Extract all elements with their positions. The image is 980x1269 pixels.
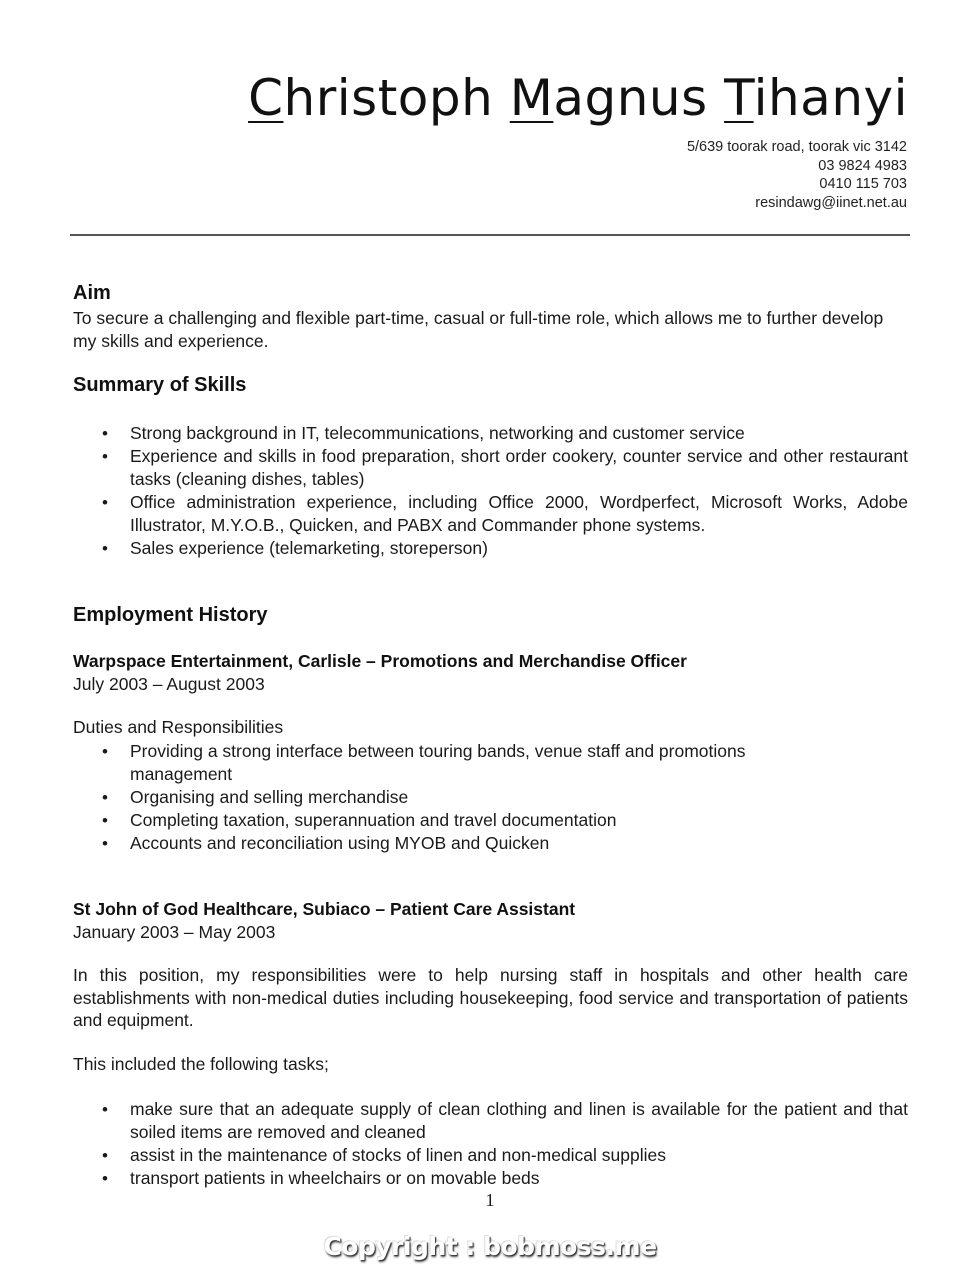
job-title: Warpspace Entertainment, Carlisle – Promotions and Merchandise Officer [73,651,687,671]
list-item: • make sure that an adequate supply of clean clothing and linen is available for the patient and that soiled items are removed and cleaned [100,1098,908,1144]
contact-phone: 03 9824 4983 [818,157,907,174]
list-item: • Providing a strong interface between touring bands, venue staff and promotions management [100,740,820,786]
tasks-list [100,1098,908,1190]
aim-text: To secure a challenging and flexible part-time, casual or full-time role, which allows me to further develop my skills and experience. [73,308,884,351]
contact-block [687,138,907,212]
list-item: • Accounts and reconciliation using MYOB and Quicken [100,832,820,855]
list-item: • Sales experience (telemarketing, storeperson) [100,537,908,560]
duties-label: Duties and Responsibilities [73,717,284,737]
duties-list [100,740,820,855]
job-title: St John of God Healthcare, Subiaco – Patient Care Assistant [73,899,576,919]
list-item: • Organising and selling merchandise [100,786,820,809]
list-item: • Completing taxation, superannuation and travel documentation [100,809,820,832]
name-middle: Magnus [509,69,708,127]
name-first: Christoph [248,69,494,127]
tasks-label: This included the following tasks; [73,1054,329,1074]
aim-heading: Aim [73,282,111,304]
list-item: • transport patients in wheelchairs or on movable beds [100,1167,908,1190]
list-item: • assist in the maintenance of stocks of linen and non-medical supplies [100,1144,908,1167]
employment-heading: Employment History [73,604,268,626]
contact-email: resindawg@iinet.net.au [755,194,907,211]
name-last: Tihanyi [724,69,908,127]
skills-heading: Summary of Skills [73,374,247,396]
list-item: • Experience and skills in food preparation, short order cookery, counter service and other restaurant tasks (cleaning dishes, tables) [100,445,908,491]
contact-address: 5/639 toorak road, toorak vic 3142 [686,139,907,155]
candidate-name [248,68,908,128]
job-dates: July 2003 – August 2003 [73,674,265,694]
skills-list [100,422,908,560]
page-number: 1 [485,1190,495,1210]
contact-mobile: 0410 115 703 [819,176,907,192]
watermark: Copyright : bobmoss.me [323,1232,657,1261]
list-item: • Strong background in IT, telecommunications, networking and customer service [100,422,908,445]
job-dates: January 2003 – May 2003 [73,922,276,942]
job-description: In this position, my responsibilities were to help nursing staff in hospitals and other health care establishments with non-medical duties including housekeeping, food service and transportation of patients and equipment. [73,965,908,1030]
list-item: • Office administration experience, including Office 2000, Wordperfect, Microsoft Works, Adobe Illustrator, M.Y.O.B., Quicken, and PABX and Commander phone systems. [100,491,908,537]
header-divider [70,234,910,236]
